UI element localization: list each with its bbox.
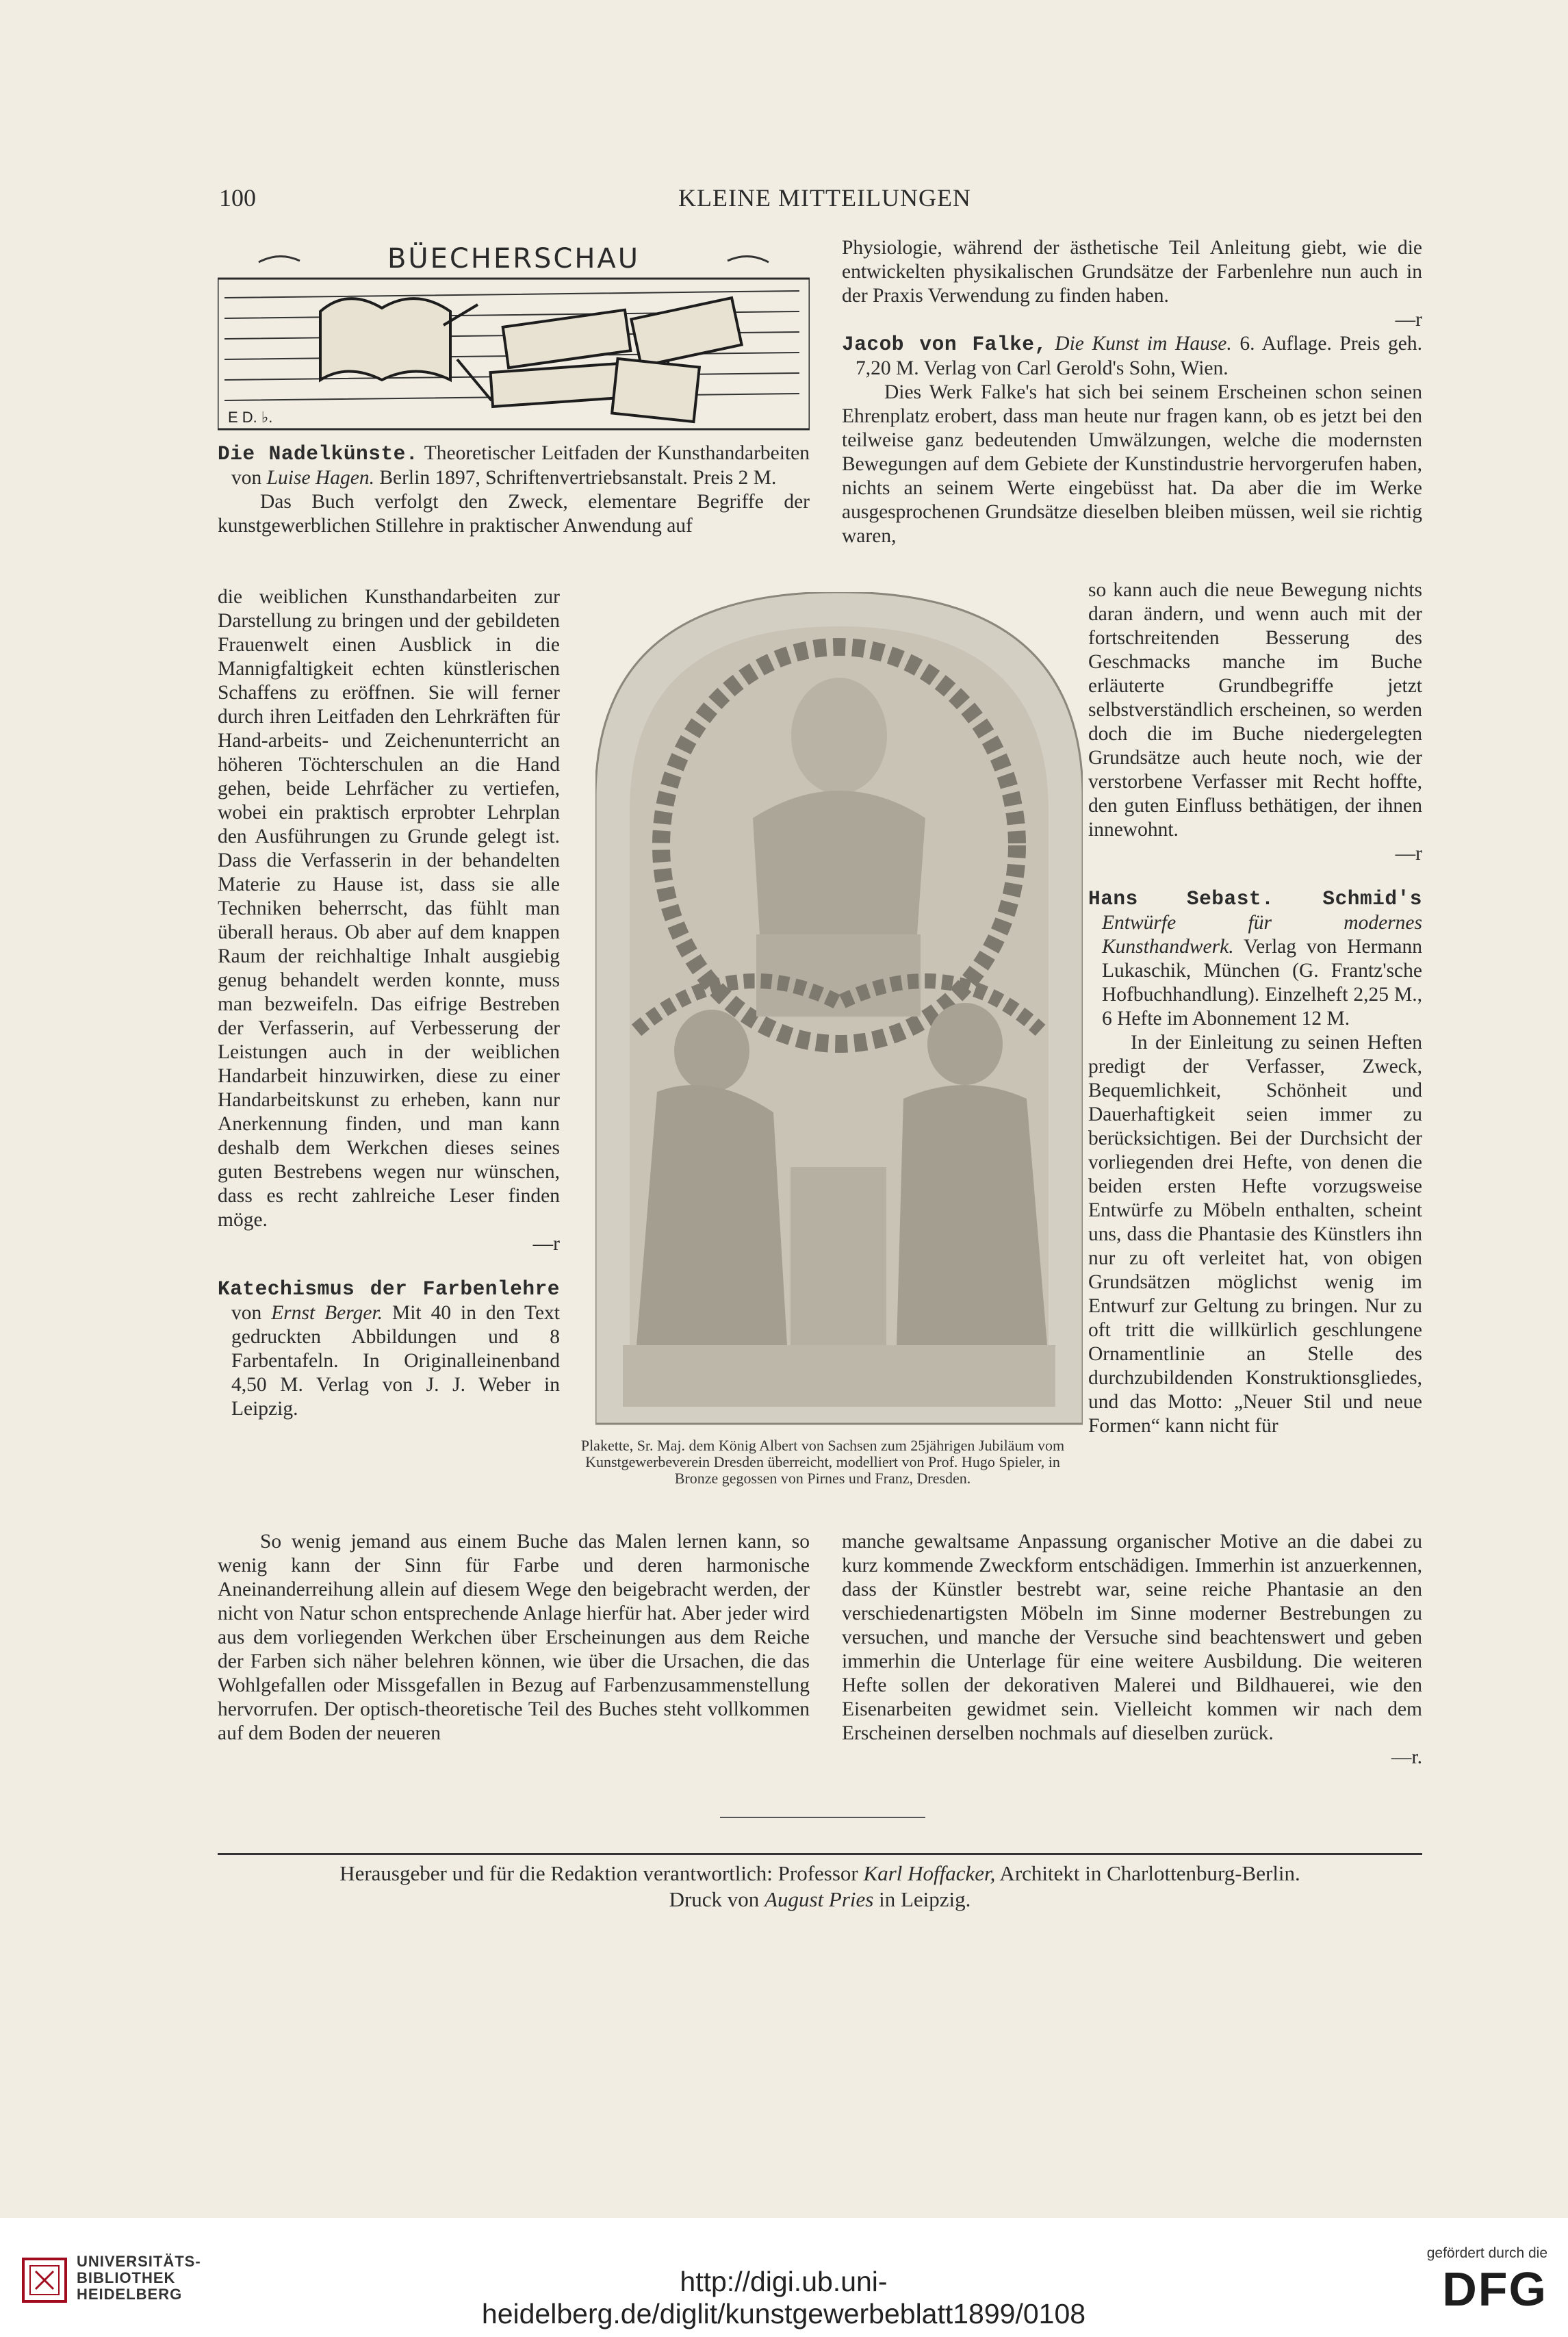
review-body: So wenig jemand aus einem Buche das Malen lernen kann, so wenig kann der Sinn für Farbe und deren harmonische Aneinanderreihung allein auf diesem Wege den beigebracht werden, der nicht von Natur schon entsprechende Anlage hierfür hat. Aber jeder wird aus dem vorliegenden Werkchen über Erscheinungen aus dem Reiche der Farben sich näher belehren können, wie über die Ursachen, die das Wohlgefallen oder Missgefallen in Bezug auf Farbenzusammenstellung hervorrufen. Der optisch-theoretische Teil des Buches steht vollkommen auf dem Boden der neueren bbox=[218, 1531, 810, 1744]
review-column-right: Physiologie, während der ästhetische Teil Anleitung giebt, wie die entwickelten physikalischen Grundsätze der Farbenlehre nun auch in der Praxis Verwendung zu finden haben. —r Jacob von Falke, Die Kunst im Hause. 6. Auflage. Preis geh. 7,20 M. Verlag von Carl Gerold's Sohn, Wien. Dies Werk Falke's hat sich bei seinem Erscheinen schon seinen Ehrenplatz erobert, dass man heute nur fragen kann, ob es jetzt bei den teilweise ganz bedeutenden Umwälzungen, welche die modernsten Bewegungen auf dem Gebiete der Kunstindustrie hervorgerufen haben, nichts an seinem Werte eingebüsst hat. Da aber die im Werke ausgesprochenen Grundsätze dieselben bleiben müssen, weil sie richtig waren, bbox=[842, 237, 1422, 547]
review-body: In der Einleitung zu seinen Heften predigt der Verfasser, Zweck, Bequemlichkeit, Schönheit und Dauerhaftigkeit seien immer zu berücksichtigen. Bei der Durchsicht der vorliegenden drei Hefte, von denen die beiden ersten Hefte vorzugsweise Entwürfe zu Möbeln enthalten, scheint uns, dass die Phantasie des Künstlers ihn nur zu oft verleitet hat, von obigen Grundsätzen möglichst wenig im Entwurf zur Geltung zu bringen. Nur zu oft tritt die willkürlich geschlungene Ornamentlinie an Stelle des durchzubildenden Konstruktionsgliedes, und das Motto: „Neuer Stil und neue Formen“ kann nicht für bbox=[1088, 1032, 1422, 1437]
review-nadelkuenste-continued: die weiblichen Kunsthandarbeiten zur Darstellung zu bringen und der gebildeten Frauenwelt einen Ausblick in die Mannigfaltigkeit echten künstlerischen Schaffens zu eröffnen. Sie will ferner durch ihren Leitfaden den Lehrkräften für Hand-arbeits- und Zeichenunterricht an höheren Töchterschulen an die Hand gehen, beide Lehrfächer zu vertiefen, wobei ein praktisch erprobter Lehrplan den Ausführungen zu Grunde gelegt ist. Dass die Verfasserin in der behandelten Materie zu Hause ist, dass sie alle Techniken beherrscht, das fühlt man überall heraus. Ob aber auf dem knappen Raum der reichhaltige Inhalt ausgiebig genug behandelt werden konnte, muss man bezweifeln. Das eifrige Bestreben der Verfasserin, auf Verbesserung der Leistungen auch in der weiblichen Handarbeit hinzuwirken, diese zu einer Handarbeitskunst zu erheben, kann nur Anerkennung finden, und man kann deshalb dem Werkchen dieses seines guten Bestrebens wegen nur wünschen, dass es recht zahlreiche Leser finden möge. —r Katechismus der Farbenlehre von Ernst Berger. Mit 40 in den Text gedruckten Abbildungen und 8 Farbentafeln. In Originalleinenband 4,50 M. Verlag von J. J. Weber in Leipzig. bbox=[218, 586, 560, 1420]
banner-title: BÜECHERSCHAU bbox=[387, 243, 641, 274]
running-title: KLEINE MITTEILUNGEN bbox=[678, 184, 971, 212]
sponsor-block bbox=[1397, 2245, 1547, 2316]
review-signature: —r bbox=[1395, 309, 1422, 331]
buecherschau-banner bbox=[218, 243, 810, 431]
sponsor-text: gefördert durch die bbox=[1426, 2245, 1547, 2261]
review-body: so kann auch die neue Bewegung nichts daran ändern, und wenn auch mit der fortschreitenden Besserung des Geschmacks manche im Buche erläuterte Grundbegriffe jetzt selbstverständlich erscheinen, so werden doch die im Buche niedergelegten Grundsätze auch heute noch, wie der verstorbene Verfasser mit Recht hoffte, den guten Einfluss bethätigen, der ihnen innewohnt. bbox=[1088, 579, 1422, 841]
review-nadelkuenste: Die Nadelkünste. Theoretischer Leitfaden der Kunsthandarbeiten von Luise Hagen. Berlin 1897, Schriftenvertriebsanstalt. Preis 2 M. Das Buch verfolgt den Zweck, elementare Begriffe der kunstgewerblichen Stillehre in praktischer Anwendung auf bbox=[218, 442, 810, 537]
review-heading: Katechismus der Farbenlehre bbox=[218, 1277, 560, 1301]
library-name: UNIVERSITÄTS- BIBLIOTHEK HEIDELBERG bbox=[77, 2253, 201, 2303]
review-body: Das Buch verfolgt den Zweck, elementare Begriffe der kunstgewerblichen Stillehre in praktischer Anwendung auf bbox=[218, 491, 810, 537]
review-signature: —r. bbox=[1391, 1746, 1422, 1768]
review-schmid-continued bbox=[842, 1530, 1422, 1770]
plaque-caption: Plakette, Sr. Maj. dem König Albert von Sachsen zum 25jährigen Jubiläum vom Kunstgewerbeverein Dresden überreicht, modelliert von Prof. Hugo Spieler, in Bronze gegossen von Pirnes und Franz, Dresden. bbox=[580, 1437, 1065, 1487]
university-seal-icon bbox=[21, 2256, 68, 2304]
books-illustration bbox=[218, 243, 810, 431]
review-column-right-narrow: so kann auch die neue Bewegung nichts daran ändern, und wenn auch mit der fortschreitenden Besserung des Geschmacks manche im Buche erläuterte Grundbegriffe jetzt selbstverständlich erscheinen, so werden doch die im Buche niedergelegten Grundsätze auch heute noch, wie der verstorbene Verfasser mit Recht hoffte, den guten Einfluss bethätigen, der ihnen innewohnt. —r Hans Sebast. Schmid's Entwürfe für modernes Kunsthandwerk. Verlag von Hermann Lukaschik, München (G. Frantz'sche Hofbuchhandlung). Einzelheft 2,25 M., 6 Hefte im Abonnement 12 M. In der Einleitung zu seinen Heften predigt der Verfasser, Zweck, Bequemlichkeit, Schönheit und Dauerhaftigkeit seien immer zu berücksichtigen. Bei der Durchsicht der vorliegenden drei Hefte, von denen die beiden ersten Hefte vorzugsweise Entwürfe zu Möbeln enthalten, scheint uns, dass die Phantasie des Künstlers ihn nur zu oft verleitet hat, von obigen Grundsätzen möglichst wenig im Entwurf zur Geltung zu bringen. Nur zu oft tritt die willkürlich geschlungene Ornamentlinie an Stelle des durchzubildenden Konstruktionsgliedes, und das Motto: „Neuer Stil und neue Formen“ kann nicht für bbox=[1088, 579, 1422, 1437]
imprint-rule bbox=[218, 1853, 1422, 1855]
dfg-logo: DFG bbox=[1442, 2262, 1547, 2316]
review-farbenlehre bbox=[218, 1530, 810, 1746]
review-body: Dies Werk Falke's hat sich bei seinem Erscheinen schon seinen Ehrenplatz erobert, dass man heute nur fragen kann, ob es jetzt bei den teilweise ganz bedeutenden Umwälzungen, welche die modernsten Bewegungen auf dem Gebiete der Kunstindustrie hervorgerufen haben, nichts an seinem Werte eingebüsst hat. Da aber die im Werke ausgesprochenen Grundsätze dieselben bleiben müssen, weil sie richtig waren, bbox=[842, 381, 1422, 547]
plaque-image bbox=[595, 592, 1083, 1427]
review-body: die weiblichen Kunsthandarbeiten zur Darstellung zu bringen und der gebildeten Frauenwelt einen Ausblick in die Mannigfaltigkeit echten künstlerischen Schaffens zu eröffnen. Sie will ferner durch ihren Leitfaden den Lehrkräften für Hand-arbeits- und Zeichenunterricht an höheren Töchterschulen an die Hand gehen, beide Lehrfächer zu vertiefen, wobei ein praktisch erprobter Lehrplan den Ausführungen zu Grunde gelegt ist. Dass die Verfasserin in der behandelten Materie zu Hause ist, dass sie alle Techniken beherrscht, das fühlt man überall heraus. Ob aber auf dem knappen Raum der reichhaltige Inhalt ausgiebig genug behandelt werden konnte, muss man bezweifeln. Das eifrige Bestreben der Verfasserin, auf Verbesserung der Leistungen auch in der weiblichen Handarbeit hinzuwirken, diese zu einer Handarbeitskunst zu erheben, kann nur Anerkennung finden, und man kann deshalb dem Werkchen dieses seines guten Bestrebens wegen nur wünschen, dass es recht zahlreiche Leser finden möge. bbox=[218, 586, 560, 1231]
review-heading: Jacob von Falke, bbox=[842, 333, 1047, 356]
section-divider bbox=[720, 1817, 925, 1818]
review-body: Physiologie, während der ästhetische Teil Anleitung giebt, wie die entwickelten physikalischen Grundsätze der Farbenlehre nun auch in der Praxis Verwendung zu finden haben. bbox=[842, 237, 1422, 307]
artist-monogram: E D. ♭. bbox=[228, 409, 273, 426]
digital-library-footer bbox=[0, 2218, 1568, 2337]
review-heading: Hans Sebast. Schmid's bbox=[1088, 887, 1422, 910]
review-signature: —r bbox=[532, 1233, 560, 1255]
page-number: 100 bbox=[219, 184, 256, 212]
plaque-figure bbox=[595, 592, 1083, 1427]
review-signature: —r bbox=[1395, 843, 1422, 865]
permalink-url[interactable]: http://digi.ub.uni-heidelberg.de/diglit/kunstgewerbeblatt1899/0108 bbox=[481, 2266, 1086, 2329]
page-header bbox=[219, 183, 1430, 218]
review-body: manche gewaltsame Anpassung organischer Motive an die dabei zu kurz kommende Zweckform entschädigen. Immerhin ist anzuerkennen, dass der Künstler bestrebt war, seine reiche Phantasie an den verschiedenartigsten Möbeln im Sinne moderner Bestrebungen zu versuchen, und manche der Versuche sind beachtenswert und geben immerhin die Unterlage für eine weitere Ausbildung. Die weiteren Hefte sollen der dekorativen Malerei und Bildhauerei, wie den Eisenarbeiten gewidmet sein. Vielleicht kommen wir nach dem Erscheinen derselben nochmals auf dieselben zurück. bbox=[842, 1531, 1422, 1744]
imprint: Herausgeber und für die Redaktion verantwortlich: Professor Karl Hoffacker, Architekt in Charlottenburg-Berlin. Druck von August Pries in Leipzig. bbox=[339, 1861, 1300, 1911]
review-heading: Die Nadelkünste. bbox=[218, 442, 419, 465]
